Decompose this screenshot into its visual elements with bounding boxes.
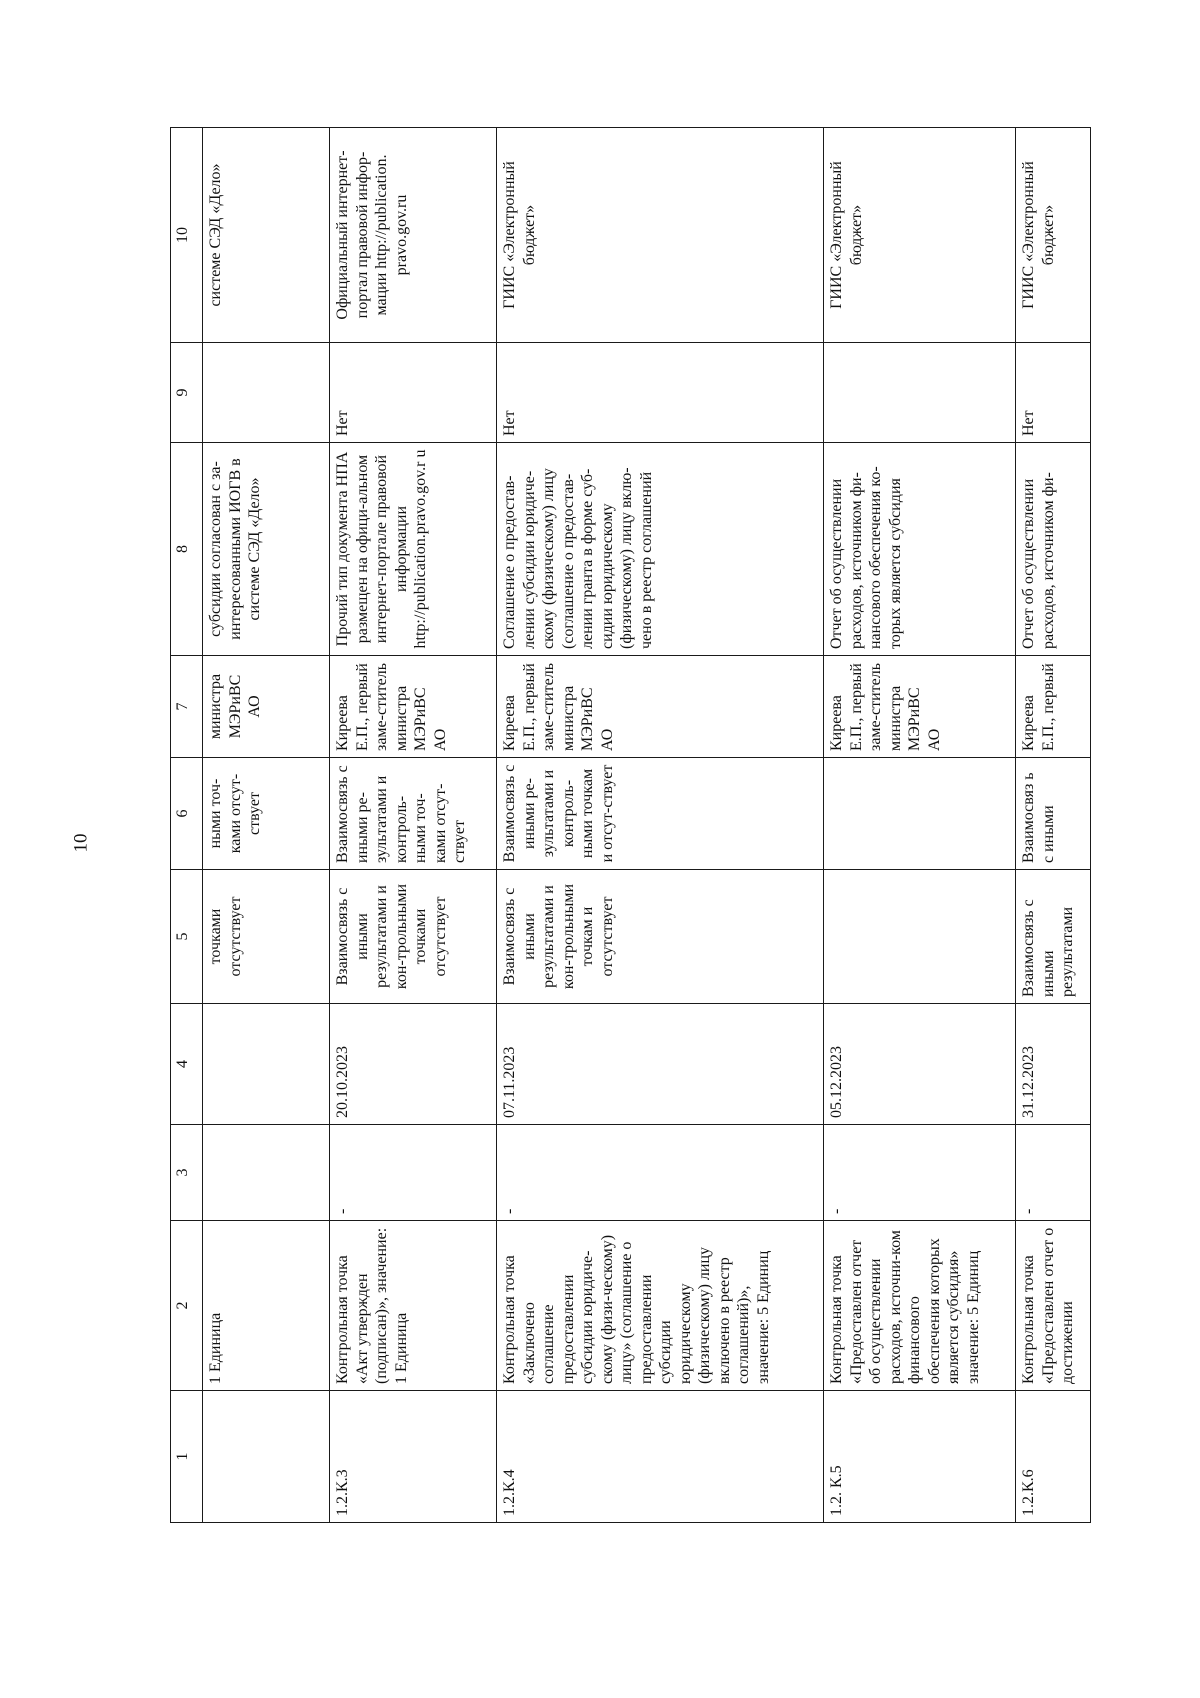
table-cell: -	[1016, 1125, 1091, 1221]
table-row	[203, 128, 330, 1523]
table-cell: 07.11.2023	[497, 1004, 824, 1125]
table-cell: 1.2. К.5	[824, 1391, 1016, 1523]
rotated-table-container	[170, 128, 1077, 1523]
header-cell: 3	[171, 1125, 203, 1221]
table-row	[824, 128, 1016, 1523]
table-cell: ГИИС «Электронный бюджет»	[1016, 128, 1091, 343]
table-cell: 1.2.К.4	[497, 1391, 824, 1523]
page-number: 10	[70, 833, 92, 853]
header-cell: 2	[171, 1221, 203, 1391]
table-cell: Контрольная точка «Предоставлен отчет об осуществлении расходов, источни-ком финансового обеспечения которых является субсидия» значение: 5 Единиц	[824, 1221, 1016, 1391]
table-cell: -	[824, 1125, 1016, 1221]
table-cell	[203, 1391, 330, 1523]
table-cell	[824, 870, 1016, 1004]
table-header-row	[171, 128, 203, 1523]
table-cell: Киреева Е.П., первый заме-ститель министра МЭРиВС АО	[497, 656, 824, 758]
table-cell	[203, 1125, 330, 1221]
table-cell	[203, 343, 330, 443]
header-cell: 6	[171, 758, 203, 870]
table-cell: Отчет об осуществлении расходов, источником фи-нансового обеспечения ко-торых является субсидия	[824, 443, 1016, 656]
table-cell: Взаимосвязь с иными ре-зультатами и контроль-ными точ-ками отсут-ствует	[330, 758, 497, 870]
plan-table	[170, 127, 1091, 1523]
table-cell: Официальный интернет-портал правовой инфор-мации http://publication. pravo.gov.ru	[330, 128, 497, 343]
header-cell: 7	[171, 656, 203, 758]
header-cell: 4	[171, 1004, 203, 1125]
table-cell: точками отсутствует	[203, 870, 330, 1004]
table-row	[1016, 128, 1091, 1523]
table-cell: Нет	[497, 343, 824, 443]
table-cell: Нет	[1016, 343, 1091, 443]
table-cell	[203, 1004, 330, 1125]
header-cell: 9	[171, 343, 203, 443]
header-cell: 5	[171, 870, 203, 1004]
table-cell: Отчет об осуществлении расходов, источником фи-	[1016, 443, 1091, 656]
header-cell: 1	[171, 1391, 203, 1523]
table-row	[497, 128, 824, 1523]
table-cell: 20.10.2023	[330, 1004, 497, 1125]
table-row	[330, 128, 497, 1523]
table-cell: Взаимосвязь с иными результатами и кон-трольными точкам и отсутствует	[497, 870, 824, 1004]
table-cell: ными точ-ками отсут-ствует	[203, 758, 330, 870]
table-cell: Соглашение о предостав-лении субсидии юридиче-скому (физическому) лицу (соглашение о предостав-лении гранта в форме суб-сидии юридическому (физическому) лицу вклю-чено в реестр соглашений	[497, 443, 824, 656]
table-cell: Прочий тип документа НПА размещен на офици-альном интернет-портале правовой информации http://publication.pravo.gov.r u	[330, 443, 497, 656]
table-cell: 05.12.2023	[824, 1004, 1016, 1125]
table-cell	[824, 758, 1016, 870]
header-cell: 10	[171, 128, 203, 343]
table-cell: Киреева Е.П., первый заме-ститель министра МЭРиВС АО	[330, 656, 497, 758]
header-cell: 8	[171, 443, 203, 656]
table-cell: Взаимосвязь с иными результатами и кон-трольными точками отсутствует	[330, 870, 497, 1004]
table-cell: Нет	[330, 343, 497, 443]
table-cell: Киреева Е.П., первый	[1016, 656, 1091, 758]
table-cell: ГИИС «Электронный бюджет»	[824, 128, 1016, 343]
table-cell: 1.2.К.3	[330, 1391, 497, 1523]
table-cell: 31.12.2023	[1016, 1004, 1091, 1125]
table-cell: системе СЭД «Дело»	[203, 128, 330, 343]
table-cell	[824, 343, 1016, 443]
table-cell: Контрольная точка «Предоставлен отчет о достижении	[1016, 1221, 1091, 1391]
table-cell: субсидии согласован с за-интересованными ИОГВ в системе СЭД «Дело»	[203, 443, 330, 656]
table-cell: Взаимосвязь с иными ре-зультатами и контроль-ными точкам и отсут-ствует	[497, 758, 824, 870]
table-cell: Контрольная точка «Акт утвержден (подписан)», значение: 1 Единица	[330, 1221, 497, 1391]
table-cell: Киреева Е.П., первый заме-ститель министра МЭРиВС АО	[824, 656, 1016, 758]
table-cell: ГИИС «Электронный бюджет»	[497, 128, 824, 343]
table-cell: министра МЭРиВС АО	[203, 656, 330, 758]
table-cell: 1.2.К.6	[1016, 1391, 1091, 1523]
table-cell: Контрольная точка «Заключено соглашение предоставлении субсидии юридиче-скому (физи-ческому) лицу» (соглашение о предоставлении субсидии юридическому (физическому) лицу включено в реестр соглашений)», значение: 5 Единиц	[497, 1221, 824, 1391]
table-cell: -	[497, 1125, 824, 1221]
table-cell: Взаимосвязь с иными результатами	[1016, 870, 1091, 1004]
table-cell: 1 Единица	[203, 1221, 330, 1391]
table-cell: Взаимосвяз ь с иными	[1016, 758, 1091, 870]
table-cell: -	[330, 1125, 497, 1221]
